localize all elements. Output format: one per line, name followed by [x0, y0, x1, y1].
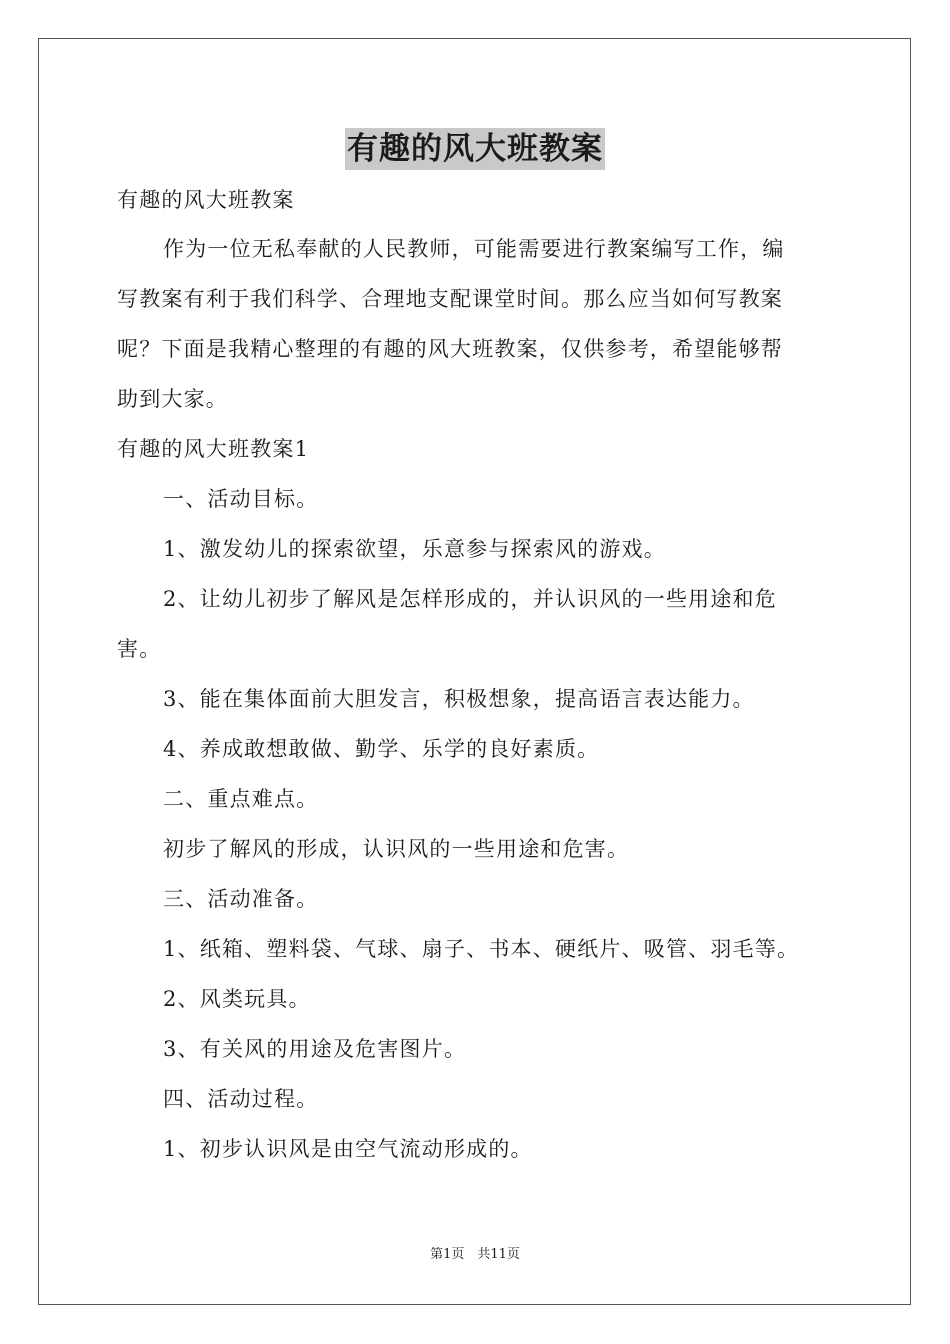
body-line: 四、活动过程。 [163, 1087, 319, 1111]
intro-line: 助到大家。 [117, 387, 228, 411]
body-line: 4、养成敢想敢做、勤学、乐学的良好素质。 [163, 737, 600, 761]
document-title: 有趣的风大班教案 [345, 128, 605, 170]
body-line: 3、有关风的用途及危害图片。 [163, 1037, 467, 1061]
body-line: 1、纸箱、塑料袋、气球、扇子、书本、硬纸片、吸管、羽毛等。 [163, 937, 800, 961]
page-number-footer: 第1页 共11页 [430, 1247, 520, 1262]
title-container [0, 128, 950, 170]
section-heading: 有趣的风大班教案1 [117, 437, 310, 461]
body-line: 一、活动目标。 [163, 487, 319, 511]
body-line: 二、重点难点。 [163, 787, 319, 811]
body-line: 害。 [117, 637, 162, 661]
body-line: 2、让幼儿初步了解风是怎样形成的，并认识风的一些用途和危 [163, 587, 777, 611]
body-line: 1、初步认识风是由空气流动形成的。 [163, 1137, 533, 1161]
body-line: 三、活动准备。 [163, 887, 319, 911]
intro-line: 呢？下面是我精心整理的有趣的风大班教案，仅供参考，希望能够帮 [117, 337, 783, 361]
intro-line: 作为一位无私奉献的人民教师，可能需要进行教案编写工作，编 [163, 237, 785, 261]
body-line: 1、激发幼儿的探索欲望，乐意参与探索风的游戏。 [163, 537, 666, 561]
body-line: 初步了解风的形成，认识风的一些用途和危害。 [163, 837, 630, 861]
body-line: 3、能在集体面前大胆发言，积极想象，提高语言表达能力。 [163, 687, 755, 711]
body-line: 2、风类玩具。 [163, 987, 311, 1011]
document-subtitle: 有趣的风大班教案 [117, 188, 295, 212]
intro-line: 写教案有利于我们科学、合理地支配课堂时间。那么应当如何写教案 [117, 287, 783, 311]
page-border [38, 38, 911, 1305]
